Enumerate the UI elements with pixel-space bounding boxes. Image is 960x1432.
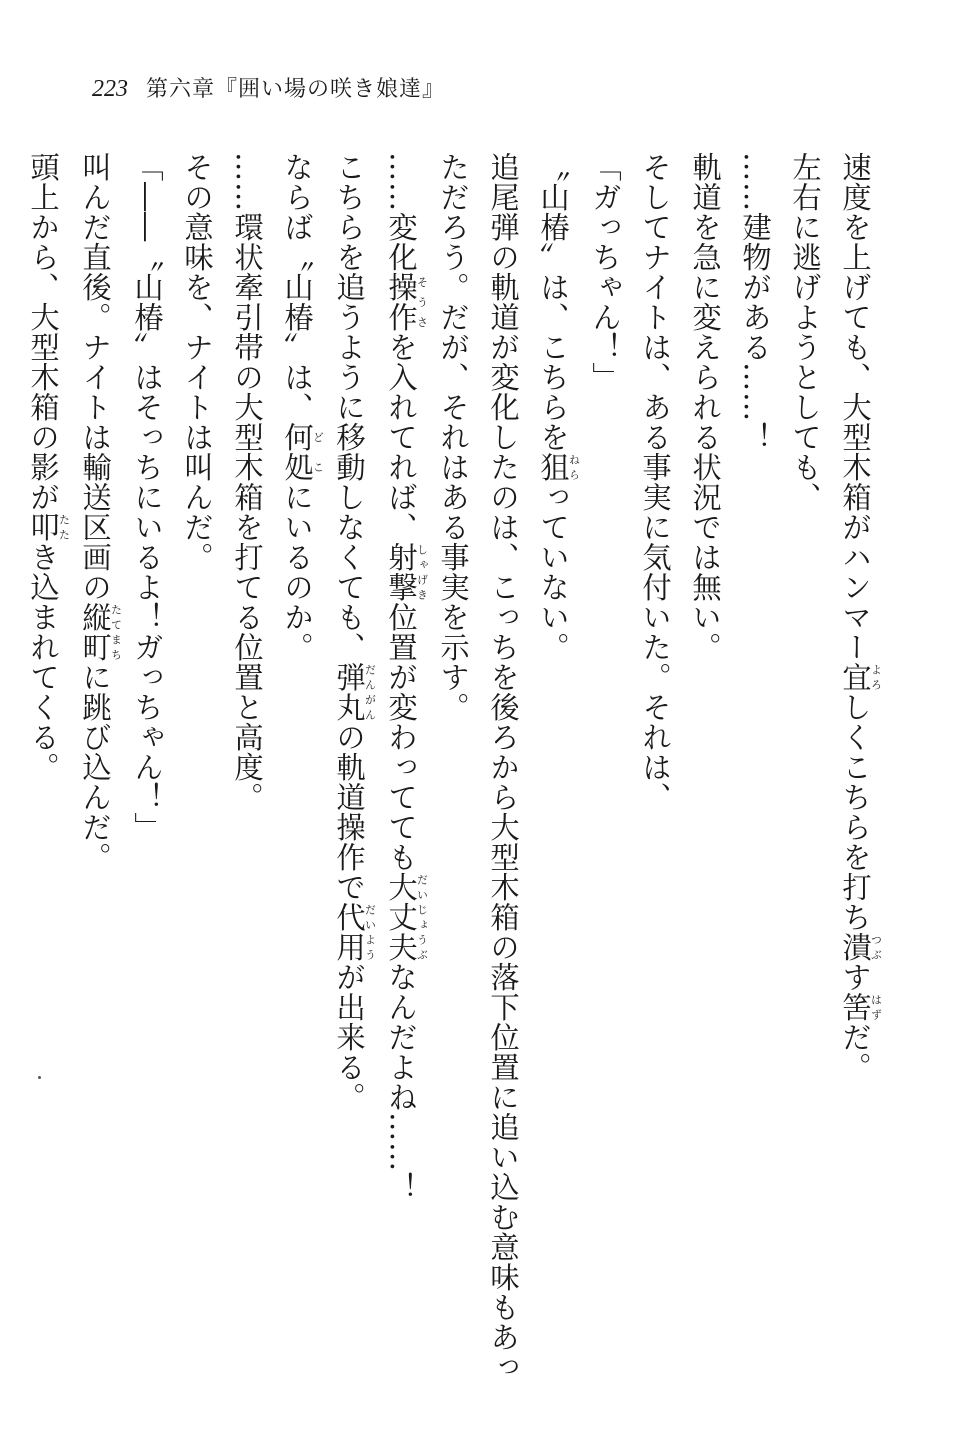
text-run: こちらを追うように移動しなくても、 <box>332 152 366 662</box>
ruby-annotation <box>838 932 883 962</box>
scan-speck <box>38 1076 41 1079</box>
text-run: ……建物がある……！ <box>738 152 772 452</box>
ruby-reading: つぶ <box>869 932 883 962</box>
ruby-base: 弾丸 <box>332 662 366 722</box>
text-line <box>528 152 580 1402</box>
ruby-annotation <box>384 542 429 602</box>
text-run: 「――〝山椿〟はそっちにいるよ！ガっちゃん！」 <box>130 152 164 842</box>
text-line <box>730 152 780 1402</box>
text-line <box>780 152 830 1402</box>
ruby-annotation <box>384 872 429 962</box>
ruby-annotation <box>26 512 71 542</box>
text-run: 「ガっちゃん！」 <box>588 152 622 392</box>
text-run: なんだよね……！ <box>384 962 418 1202</box>
ruby-reading: だいよう <box>363 902 377 962</box>
text-run: しくこちらを打ち <box>838 692 872 932</box>
ruby-reading: よろ <box>869 662 883 692</box>
ruby-annotation <box>384 272 429 332</box>
ruby-base: 何処 <box>280 422 314 482</box>
text-line <box>18 152 70 1402</box>
text-run: その意味を、ナイトは叫んだ。 <box>180 152 214 572</box>
text-line <box>324 152 376 1402</box>
ruby-reading: しゃげき <box>415 542 429 602</box>
ruby-annotation <box>838 992 883 1022</box>
text-line <box>222 152 272 1402</box>
ruby-annotation <box>280 422 325 482</box>
text-run: 叫んだ直後。ナイトは輸送区画の <box>78 152 112 602</box>
ruby-reading: たてまち <box>109 602 123 662</box>
text-line <box>172 152 222 1402</box>
ruby-annotation <box>536 452 581 482</box>
text-run: 追尾弾の軌道が変化したのは、こっちを後ろから大型木箱の落下位置に追い込む意味もあっ <box>486 152 520 1382</box>
text-run: き込まれてくる。 <box>26 542 60 782</box>
ruby-reading: そうさ <box>415 272 429 332</box>
ruby-annotation <box>332 902 377 962</box>
ruby-base: 潰 <box>838 932 872 962</box>
text-run: っていない。 <box>536 482 570 662</box>
text-run: 〝山椿〟は、こちらを <box>536 152 570 452</box>
ruby-base: 宜 <box>838 662 872 692</box>
text-run: 頭上から、大型木箱の影が <box>26 152 60 512</box>
ruby-reading: はず <box>869 992 883 1022</box>
ruby-reading: たた <box>57 512 71 542</box>
ruby-base: 大丈夫 <box>384 872 418 962</box>
ruby-reading: ねら <box>567 452 581 482</box>
text-line <box>630 152 680 1402</box>
text-run: の軌道操作で <box>332 722 366 902</box>
text-line <box>376 152 428 1402</box>
text-run: そしてナイトは、ある事実に気付いた。それは、 <box>638 152 672 812</box>
text-line <box>428 152 478 1402</box>
running-head <box>92 72 445 112</box>
text-run: 左右に逃げようとしても、 <box>788 152 822 512</box>
text-run: す <box>838 962 872 992</box>
ruby-annotation <box>78 602 123 662</box>
ruby-reading: だいじょうぶ <box>415 872 429 962</box>
text-run: 速度を上げても、大型木箱がハンマー <box>838 152 872 662</box>
ruby-base: 操作 <box>384 272 418 332</box>
text-line <box>580 152 630 1402</box>
ruby-reading: どこ <box>311 422 325 482</box>
text-run: 位置が変わってても <box>384 602 418 872</box>
text-run: ……変化 <box>384 152 418 272</box>
text-line <box>830 152 882 1402</box>
text-line <box>122 152 172 1402</box>
ruby-base: 代用 <box>332 902 366 962</box>
text-run: を入れてれば、 <box>384 332 418 542</box>
ruby-base: 叩 <box>26 512 60 542</box>
text-run: 軌道を急に変えられる状況では無い。 <box>688 152 722 662</box>
text-run: ただろう。だが、それはある事実を示す。 <box>436 152 470 722</box>
text-line <box>272 152 324 1402</box>
text-run: ……環状牽引帯の大型木箱を打てる位置と高度。 <box>230 152 264 812</box>
body-text <box>26 152 883 1402</box>
text-run: にいるのか。 <box>280 482 314 662</box>
page-number: 223 <box>92 76 128 102</box>
text-line <box>680 152 730 1402</box>
ruby-annotation <box>838 662 883 692</box>
text-run: に跳び込んだ。 <box>78 662 112 872</box>
text-run: だ。 <box>838 1022 872 1082</box>
ruby-reading: だんがん <box>363 662 377 722</box>
text-line <box>478 152 528 1402</box>
ruby-annotation <box>332 662 377 722</box>
text-run: ならば〝山椿〟は、 <box>280 152 314 422</box>
text-line <box>70 152 122 1402</box>
text-run: が出来る。 <box>332 962 366 1112</box>
ruby-base: 筈 <box>838 992 872 1022</box>
chapter-title: 第六章『囲い場の咲き娘達』 <box>146 77 446 102</box>
ruby-base: 縦町 <box>78 602 112 662</box>
ruby-base: 狙 <box>536 452 570 482</box>
ruby-base: 射撃 <box>384 542 418 602</box>
